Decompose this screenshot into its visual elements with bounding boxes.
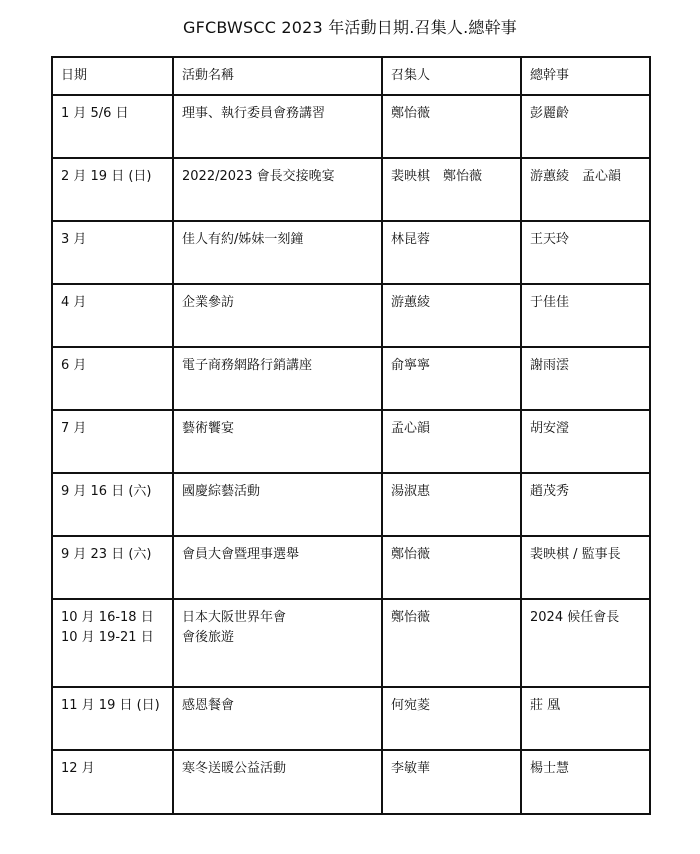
table-row — [52, 347, 650, 410]
cell-date — [52, 599, 173, 687]
cell-secretary: 于佳佳 — [521, 284, 650, 347]
cell-secretary: 裴映棋 / 監事長 — [521, 536, 650, 599]
cell-secretary: 莊 凰 — [521, 687, 650, 750]
cell-secretary: 謝雨澐 — [521, 347, 650, 410]
cell-convener: 孟心韻 — [382, 410, 521, 473]
cell-secretary: 彭麗齡 — [521, 95, 650, 158]
cell-date: 6 月 — [52, 347, 173, 410]
cell-secretary: 趙茂秀 — [521, 473, 650, 536]
cell-event: 電子商務網路行銷講座 — [173, 347, 382, 410]
cell-convener: 何宛菱 — [382, 687, 521, 750]
cell-convener: 游蕙綾 — [382, 284, 521, 347]
cell-event — [173, 599, 382, 687]
cell-convener: 李敏華 — [382, 750, 521, 814]
cell-convener: 林昆蓉 — [382, 221, 521, 284]
cell-event: 藝術饗宴 — [173, 410, 382, 473]
cell-secretary: 游蕙綾 孟心韻 — [521, 158, 650, 221]
cell-date: 11 月 19 日 (日) — [52, 687, 173, 750]
cell-secretary: 楊士慧 — [521, 750, 650, 814]
header-date: 日期 — [52, 57, 173, 95]
table-row — [52, 536, 650, 599]
cell-secretary: 王天玲 — [521, 221, 650, 284]
cell-date: 7 月 — [52, 410, 173, 473]
schedule-table — [51, 56, 651, 815]
cell-event: 理事、執行委員會務講習 — [173, 95, 382, 158]
cell-event: 寒冬送暖公益活動 — [173, 750, 382, 814]
table-row — [52, 410, 650, 473]
cell-date: 3 月 — [52, 221, 173, 284]
table-row — [52, 158, 650, 221]
table-row — [52, 687, 650, 750]
table-header-row — [52, 57, 650, 95]
cell-event: 感恩餐會 — [173, 687, 382, 750]
table-row — [52, 750, 650, 814]
cell-convener: 裴映棋 鄭怡薇 — [382, 158, 521, 221]
table-row — [52, 473, 650, 536]
cell-convener: 湯淑惠 — [382, 473, 521, 536]
header-event: 活動名稱 — [173, 57, 382, 95]
header-convener: 召集人 — [382, 57, 521, 95]
cell-event: 2022/2023 會長交接晚宴 — [173, 158, 382, 221]
table-row — [52, 221, 650, 284]
cell-date: 1 月 5/6 日 — [52, 95, 173, 158]
cell-date-line: 10 月 19-21 日 — [61, 630, 154, 645]
cell-event-line: 會後旅遊 — [182, 630, 235, 645]
table-row — [52, 95, 650, 158]
page-title: GFCBWSCC 2023 年活動日期.召集人.總幹事 — [183, 18, 517, 37]
cell-event: 國慶綜藝活動 — [173, 473, 382, 536]
table-row — [52, 599, 650, 687]
cell-event: 企業參訪 — [173, 284, 382, 347]
cell-event: 會員大會暨理事選舉 — [173, 536, 382, 599]
cell-date: 12 月 — [52, 750, 173, 814]
cell-date: 4 月 — [52, 284, 173, 347]
cell-event: 佳人有約/姊妹一刻鐘 — [173, 221, 382, 284]
cell-convener: 俞寧寧 — [382, 347, 521, 410]
cell-date: 9 月 16 日 (六) — [52, 473, 173, 536]
header-secretary: 總幹事 — [521, 57, 650, 95]
cell-secretary: 胡安瀅 — [521, 410, 650, 473]
cell-event-line: 日本大阪世界年會 — [182, 610, 287, 625]
table-row — [52, 284, 650, 347]
cell-convener: 鄭怡薇 — [382, 536, 521, 599]
cell-convener: 鄭怡薇 — [382, 95, 521, 158]
cell-secretary: 2024 候任會長 — [521, 599, 650, 687]
cell-convener: 鄭怡薇 — [382, 599, 521, 687]
cell-date: 2 月 19 日 (日) — [52, 158, 173, 221]
cell-date: 9 月 23 日 (六) — [52, 536, 173, 599]
cell-date-line: 10 月 16-18 日 — [61, 610, 154, 625]
